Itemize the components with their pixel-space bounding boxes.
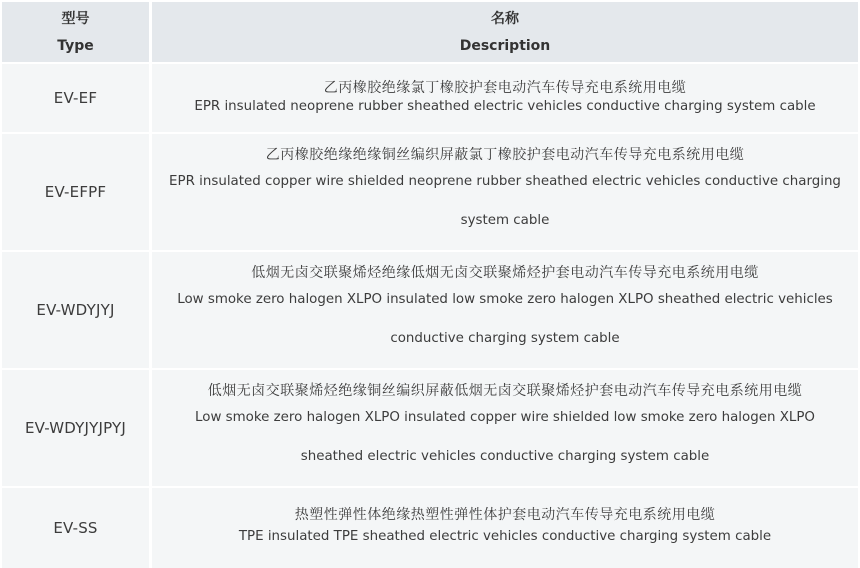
row-description-cell (152, 370, 858, 486)
header-description-zh: 名称 (491, 10, 519, 27)
description-zh: 乙丙橡胶绝缘绝缘铜丝编织屏蔽氯丁橡胶护套电动汽车传导充电系统用电缆 (265, 147, 745, 163)
description-en: Low smoke zero halogen XLPO insulated copper wire shielded low smoke zero halogen XLPO sheathed electric vehicles conductive charging system cable (195, 410, 815, 464)
row-description-cell (152, 134, 858, 250)
description-en: Low smoke zero halogen XLPO insulated low smoke zero halogen XLPO sheathed electric vehicles conductive charging system cable (177, 292, 833, 346)
row-type-cell: EV-SS (2, 488, 149, 568)
row-description-cell (152, 64, 858, 132)
description-en: EPR insulated copper wire shielded neoprene rubber sheathed electric vehicles conductive charging system cable (169, 174, 841, 228)
description-en: EPR insulated neoprene rubber sheathed electric vehicles conductive charging system cable (194, 99, 816, 114)
header-type-en: Type (57, 37, 94, 54)
row-description-cell (152, 252, 858, 368)
header-type-cell (2, 2, 149, 62)
row-type-cell: EV-EFPF (2, 134, 149, 250)
description-zh: 热塑性弹性体绝缘热塑性弹性体护套电动汽车传导充电系统用电缆 (294, 507, 716, 523)
header-type-zh: 型号 (61, 10, 90, 27)
row-type-cell: EV-WDYJYJPYJ (2, 370, 149, 486)
description-zh: 低烟无卤交联聚烯烃绝缘低烟无卤交联聚烯烃护套电动汽车传导充电系统用电缆 (251, 265, 759, 281)
cable-type-table (2, 2, 858, 566)
description-en: TPE insulated TPE sheathed electric vehicles conductive charging system cable (238, 529, 772, 544)
description-zh: 低烟无卤交联聚烯烃绝缘铜丝编织屏蔽低烟无卤交联聚烯烃护套电动汽车传导充电系统用电缆 (207, 383, 803, 399)
header-description-en: Description (459, 37, 551, 54)
row-type-cell: EV-EF (2, 64, 149, 132)
description-zh: 乙丙橡胶绝缘氯丁橡胶护套电动汽车传导充电系统用电缆 (323, 80, 687, 96)
row-description-cell (152, 488, 858, 568)
header-description-cell (152, 2, 858, 62)
row-type-cell: EV-WDYJYJ (2, 252, 149, 368)
